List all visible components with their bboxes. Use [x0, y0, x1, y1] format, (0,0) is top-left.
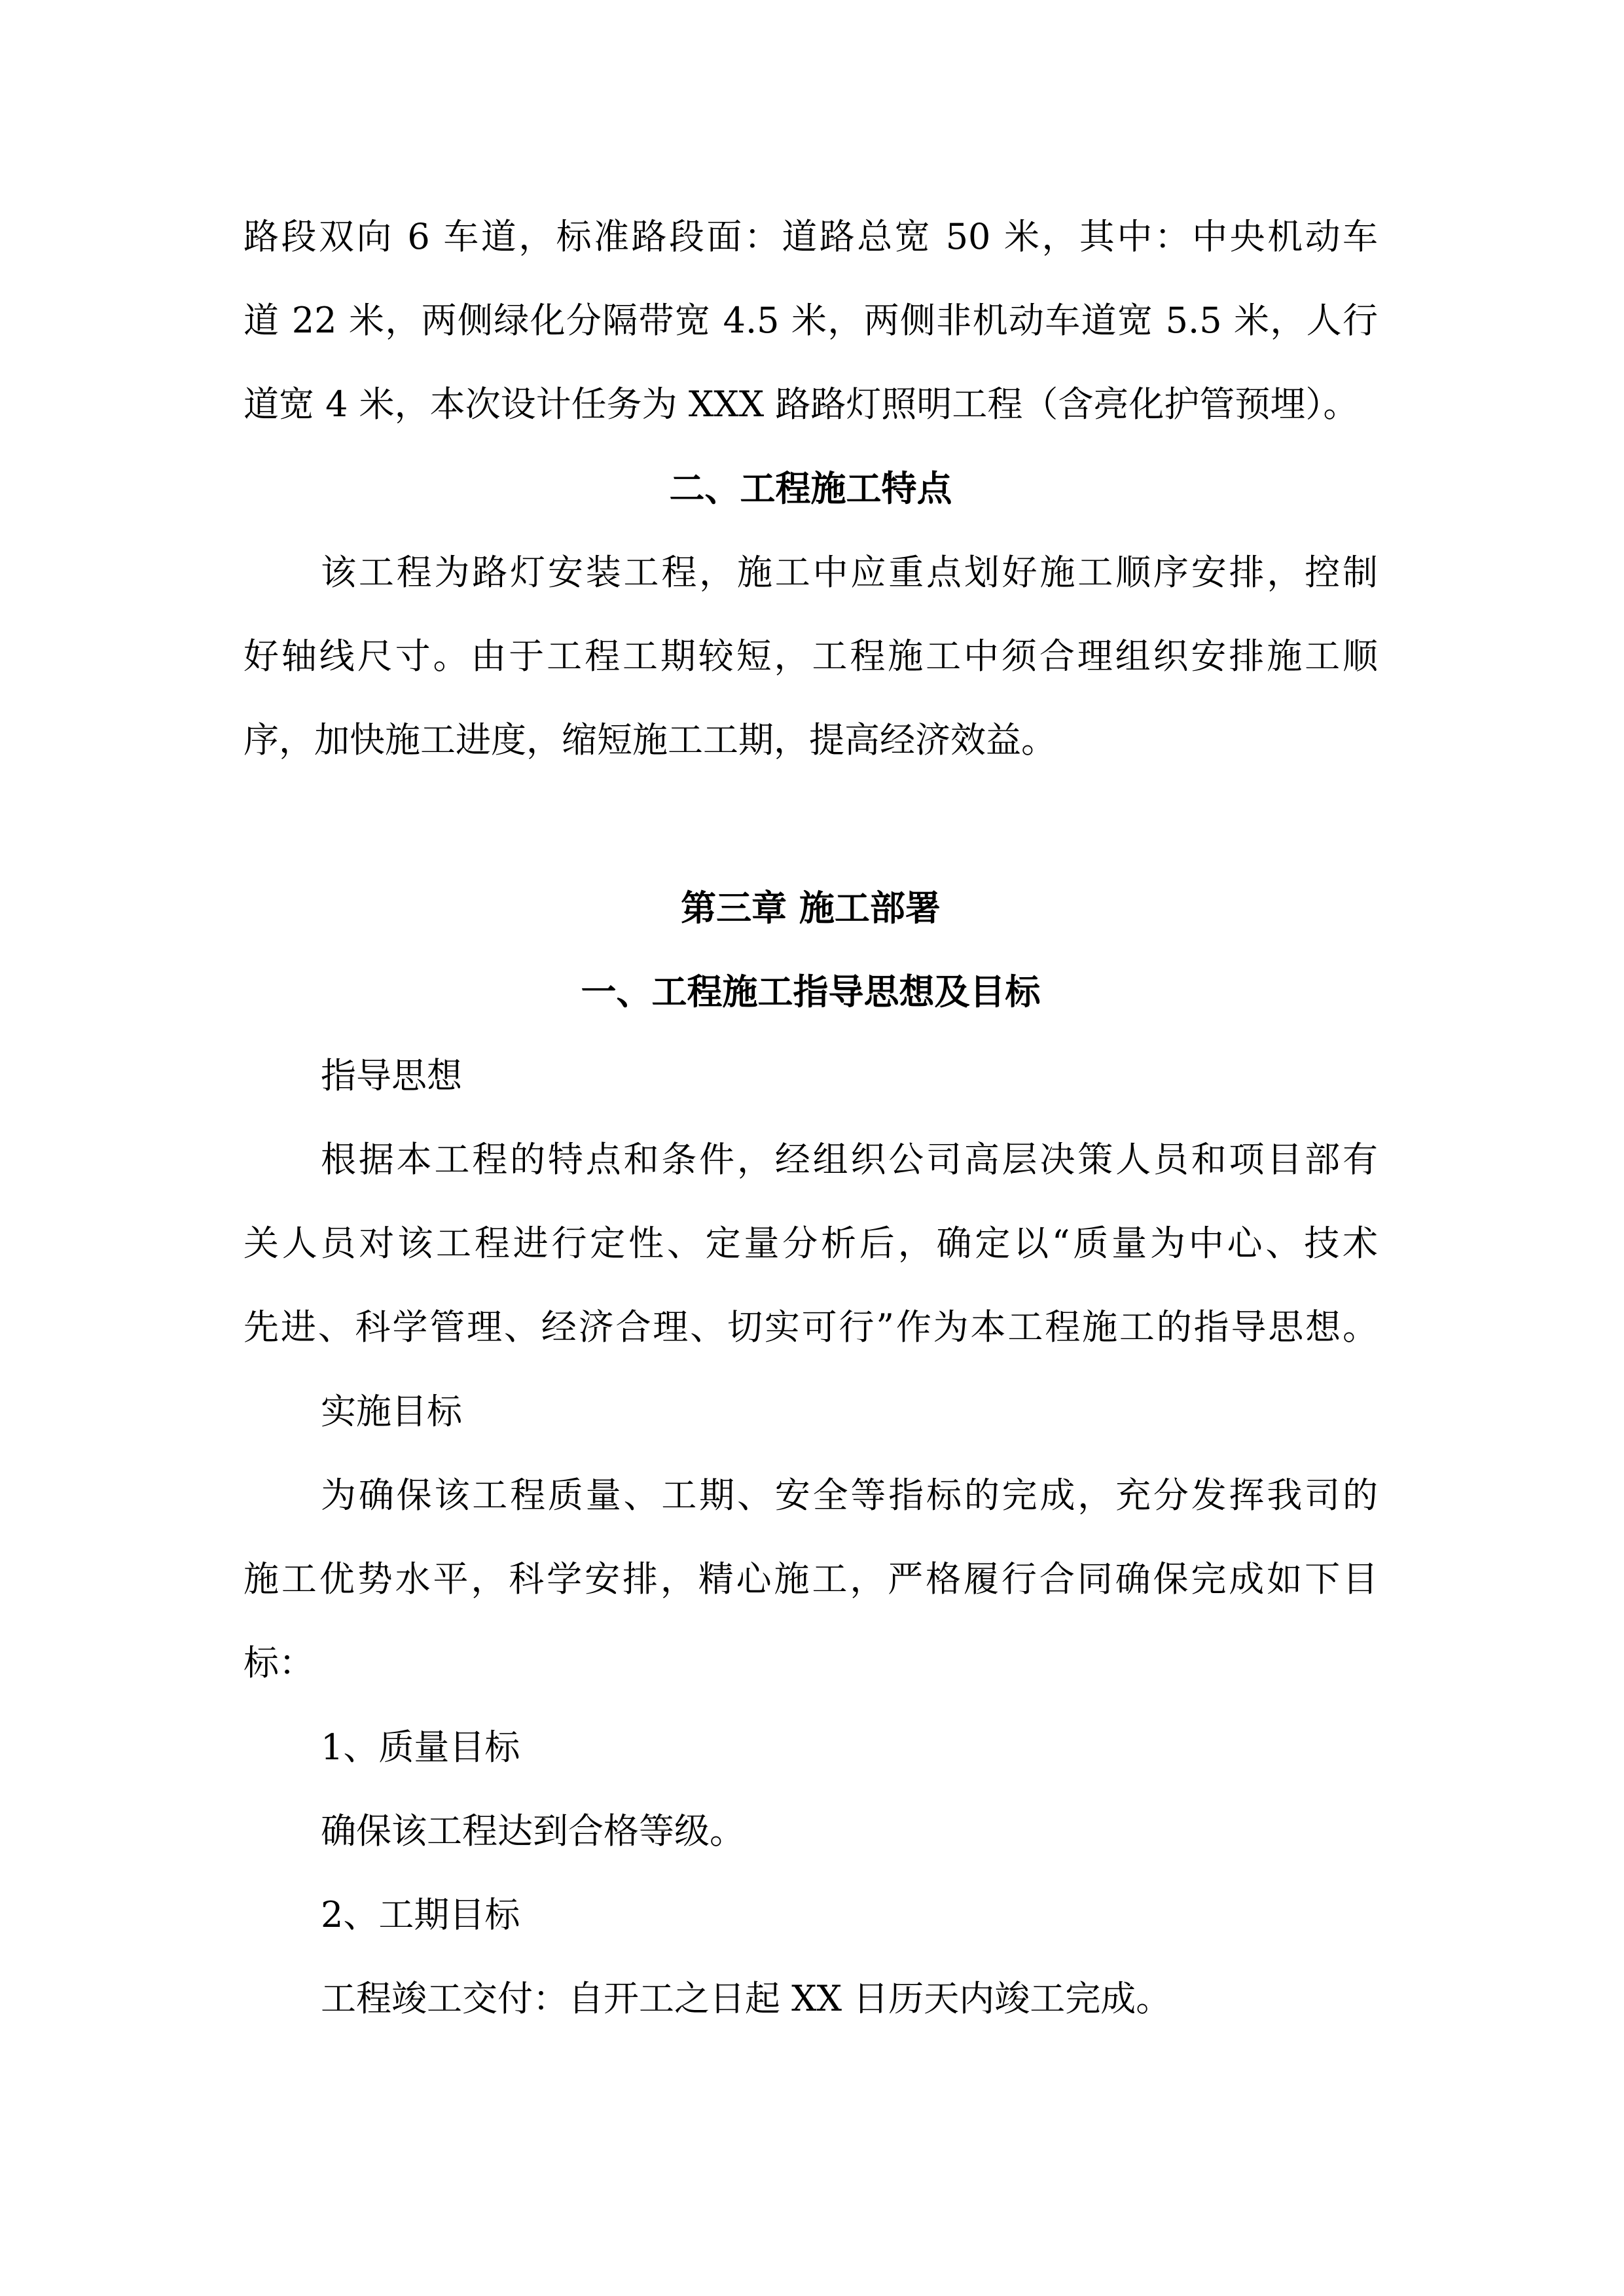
paragraph-line: 道 22 米，两侧绿化分隔带宽 4.5 米，两侧非机动车道宽 5.5 米，人行	[244, 300, 1378, 341]
subsection-label: 实施目标	[321, 1391, 462, 1432]
paragraph-line: 道宽 4 米，本次设计任务为 XXX 路路灯照明工程（含亮化护管预埋）。	[244, 384, 1359, 425]
paragraph-line: 好轴线尺寸。由于工程工期较短，工程施工中须合理组织安排施工顺	[244, 636, 1378, 677]
paragraph-line: 关人员对该工程进行定性、定量分析后，确定以“质量为中心、技术	[244, 1223, 1378, 1264]
goal-label: 1、质量目标	[321, 1727, 520, 1768]
paragraph-line: 标：	[244, 1642, 314, 1683]
section-heading: 一、工程施工指导思想及目标	[581, 971, 1041, 1013]
paragraph-line: 根据本工程的特点和条件，经组织公司高层决策人员和项目部有	[321, 1139, 1378, 1180]
goal-text: 工程竣工交付：自开工之日起 XX 日历天内竣工完成。	[321, 1978, 1172, 2019]
paragraph-line: 该工程为路灯安装工程，施工中应重点划好施工顺序安排，控制	[321, 552, 1378, 593]
chapter-title: 第三章 施工部署	[681, 888, 941, 929]
goal-label: 2、工期目标	[321, 1894, 520, 1935]
paragraph-line: 路段双向 6 车道，标准路段面：道路总宽 50 米，其中：中央机动车	[244, 216, 1378, 257]
paragraph-line: 先进、科学管理、经济合理、切实可行”作为本工程施工的指导思想。	[244, 1306, 1378, 1348]
section-heading: 二、工程施工特点	[669, 468, 952, 509]
paragraph-line: 序，加快施工进度，缩短施工工期，提高经济效益。	[244, 719, 1056, 761]
subsection-label: 指导思想	[321, 1055, 462, 1096]
paragraph-line: 施工优势水平，科学安排，精心施工，严格履行合同确保完成如下目	[244, 1558, 1378, 1600]
paragraph-line: 为确保该工程质量、工期、安全等指标的完成，充分发挥我司的	[321, 1475, 1378, 1516]
goal-text: 确保该工程达到合格等级。	[321, 1810, 745, 1852]
